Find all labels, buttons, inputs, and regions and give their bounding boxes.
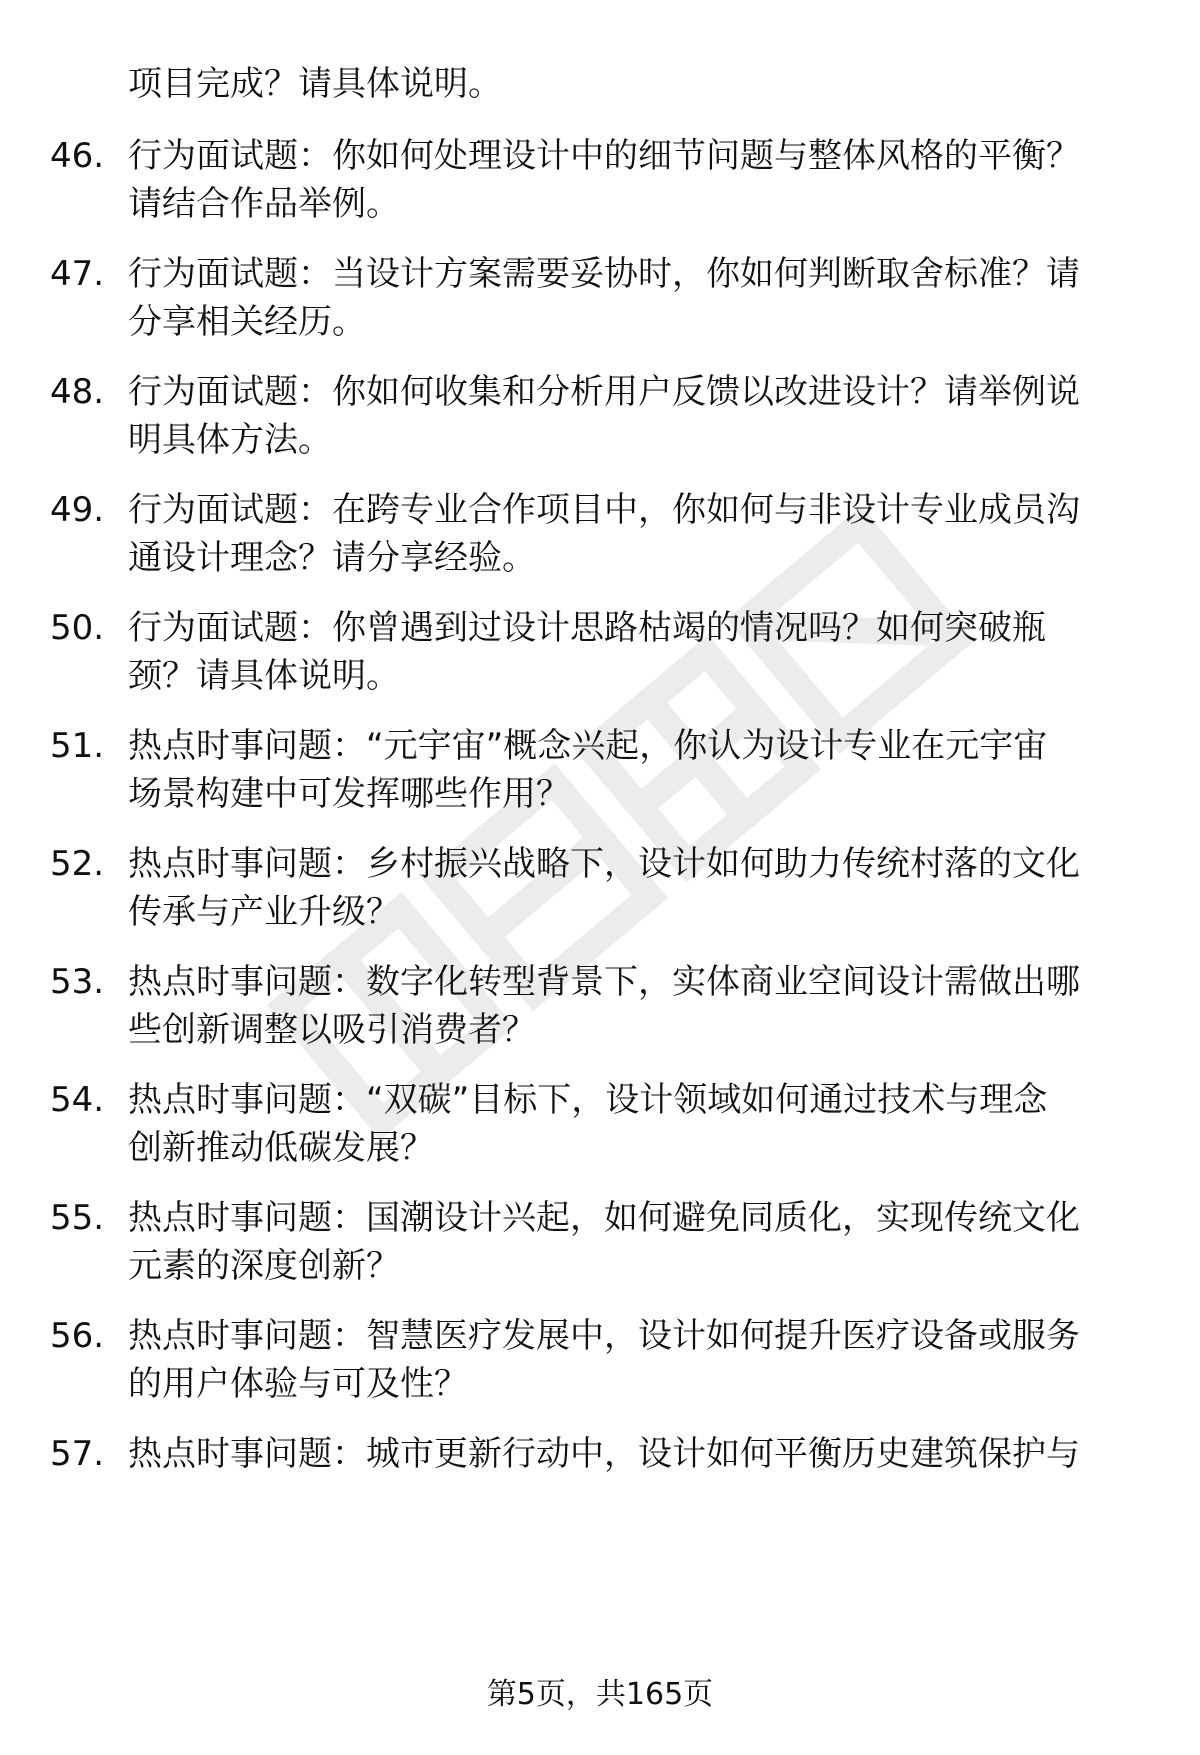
item-number: 55. [50, 1198, 105, 1238]
item-text [128, 1076, 1138, 1172]
item-number: 53. [50, 962, 105, 1002]
item-text [128, 840, 1138, 936]
item-text-line: 热点时事问题：城市更新行动中，设计如何平衡历史建筑保护与 [128, 1434, 1080, 1474]
item-text [128, 132, 1138, 228]
item-text-line: 些创新调整以吸引消费者？ [128, 1010, 536, 1050]
list-item [0, 1430, 1200, 1540]
list-item [0, 840, 1200, 950]
item-text-line: 通设计理念？请分享经验。 [128, 538, 536, 578]
item-number: 54. [50, 1080, 105, 1120]
list-item [0, 604, 1200, 714]
item-text-line: 行为面试题：在跨专业合作项目中，你如何与非设计专业成员沟 [128, 490, 1080, 530]
item-text [128, 486, 1138, 582]
item-text [128, 250, 1138, 346]
list-item [0, 368, 1200, 478]
item-text-line: 热点时事问题：国潮设计兴起，如何避免同质化，实现传统文化 [128, 1198, 1080, 1238]
item-text-line: 明具体方法。 [128, 420, 332, 460]
item-text-line: 的用户体验与可及性？ [128, 1364, 468, 1404]
item-text-line: 场景构建中可发挥哪些作用？ [128, 774, 570, 814]
item-number: 49. [50, 490, 105, 530]
page-footer: 第5页，共165页 [486, 1677, 714, 1712]
item-text-line: 热点时事问题：“双碳”目标下，设计领域如何通过技术与理念 [128, 1080, 1048, 1120]
item-text [128, 1194, 1138, 1290]
item-text-line: 热点时事问题：乡村振兴战略下，设计如何助力传统村落的文化 [128, 844, 1080, 884]
item-text-line: 行为面试题：当设计方案需要妥协时，你如何判断取舍标准？请 [128, 254, 1080, 294]
list-item [0, 958, 1200, 1068]
list-item [0, 1312, 1200, 1422]
item-number: 52. [50, 844, 105, 884]
item-text [128, 368, 1138, 464]
item-text-line: 行为面试题：你曾遇到过设计思路枯竭的情况吗？如何突破瓶 [128, 608, 1046, 648]
list-item [0, 486, 1200, 596]
item-text [128, 958, 1138, 1054]
item-text-line: 行为面试题：你如何收集和分析用户反馈以改进设计？请举例说 [128, 372, 1080, 412]
item-text-line: 热点时事问题：数字化转型背景下，实体商业空间设计需做出哪 [128, 962, 1080, 1002]
continuation-text: 项目完成？请具体说明。 [128, 64, 502, 104]
item-number: 56. [50, 1316, 105, 1356]
item-number: 57. [50, 1434, 105, 1474]
item-number: 48. [50, 372, 105, 412]
list-item [0, 132, 1200, 242]
list-item [0, 722, 1200, 832]
item-text-line: 热点时事问题：智慧医疗发展中，设计如何提升医疗设备或服务 [128, 1316, 1080, 1356]
item-text [128, 722, 1138, 818]
item-text [128, 1312, 1138, 1408]
item-text-line: 请结合作品举例。 [128, 184, 400, 224]
item-text-line: 热点时事问题：“元宇宙”概念兴起，你认为设计专业在元宇宙 [128, 726, 1048, 766]
item-text-line: 创新推动低碳发展？ [128, 1128, 434, 1168]
item-number: 47. [50, 254, 105, 294]
item-text-line: 传承与产业升级？ [128, 892, 400, 932]
item-number: 46. [50, 136, 105, 176]
list-item [0, 1076, 1200, 1186]
item-text [128, 1430, 1138, 1478]
item-number: 51. [50, 726, 105, 766]
list-item [0, 250, 1200, 360]
item-text-line: 分享相关经历。 [128, 302, 366, 342]
item-text-line: 元素的深度创新？ [128, 1246, 400, 1286]
item-text-line: 颈？请具体说明。 [128, 656, 400, 696]
item-text [128, 604, 1138, 700]
item-number: 50. [50, 608, 105, 648]
list-item [0, 1194, 1200, 1304]
item-text-line: 行为面试题：你如何处理设计中的细节问题与整体风格的平衡？ [128, 136, 1080, 176]
